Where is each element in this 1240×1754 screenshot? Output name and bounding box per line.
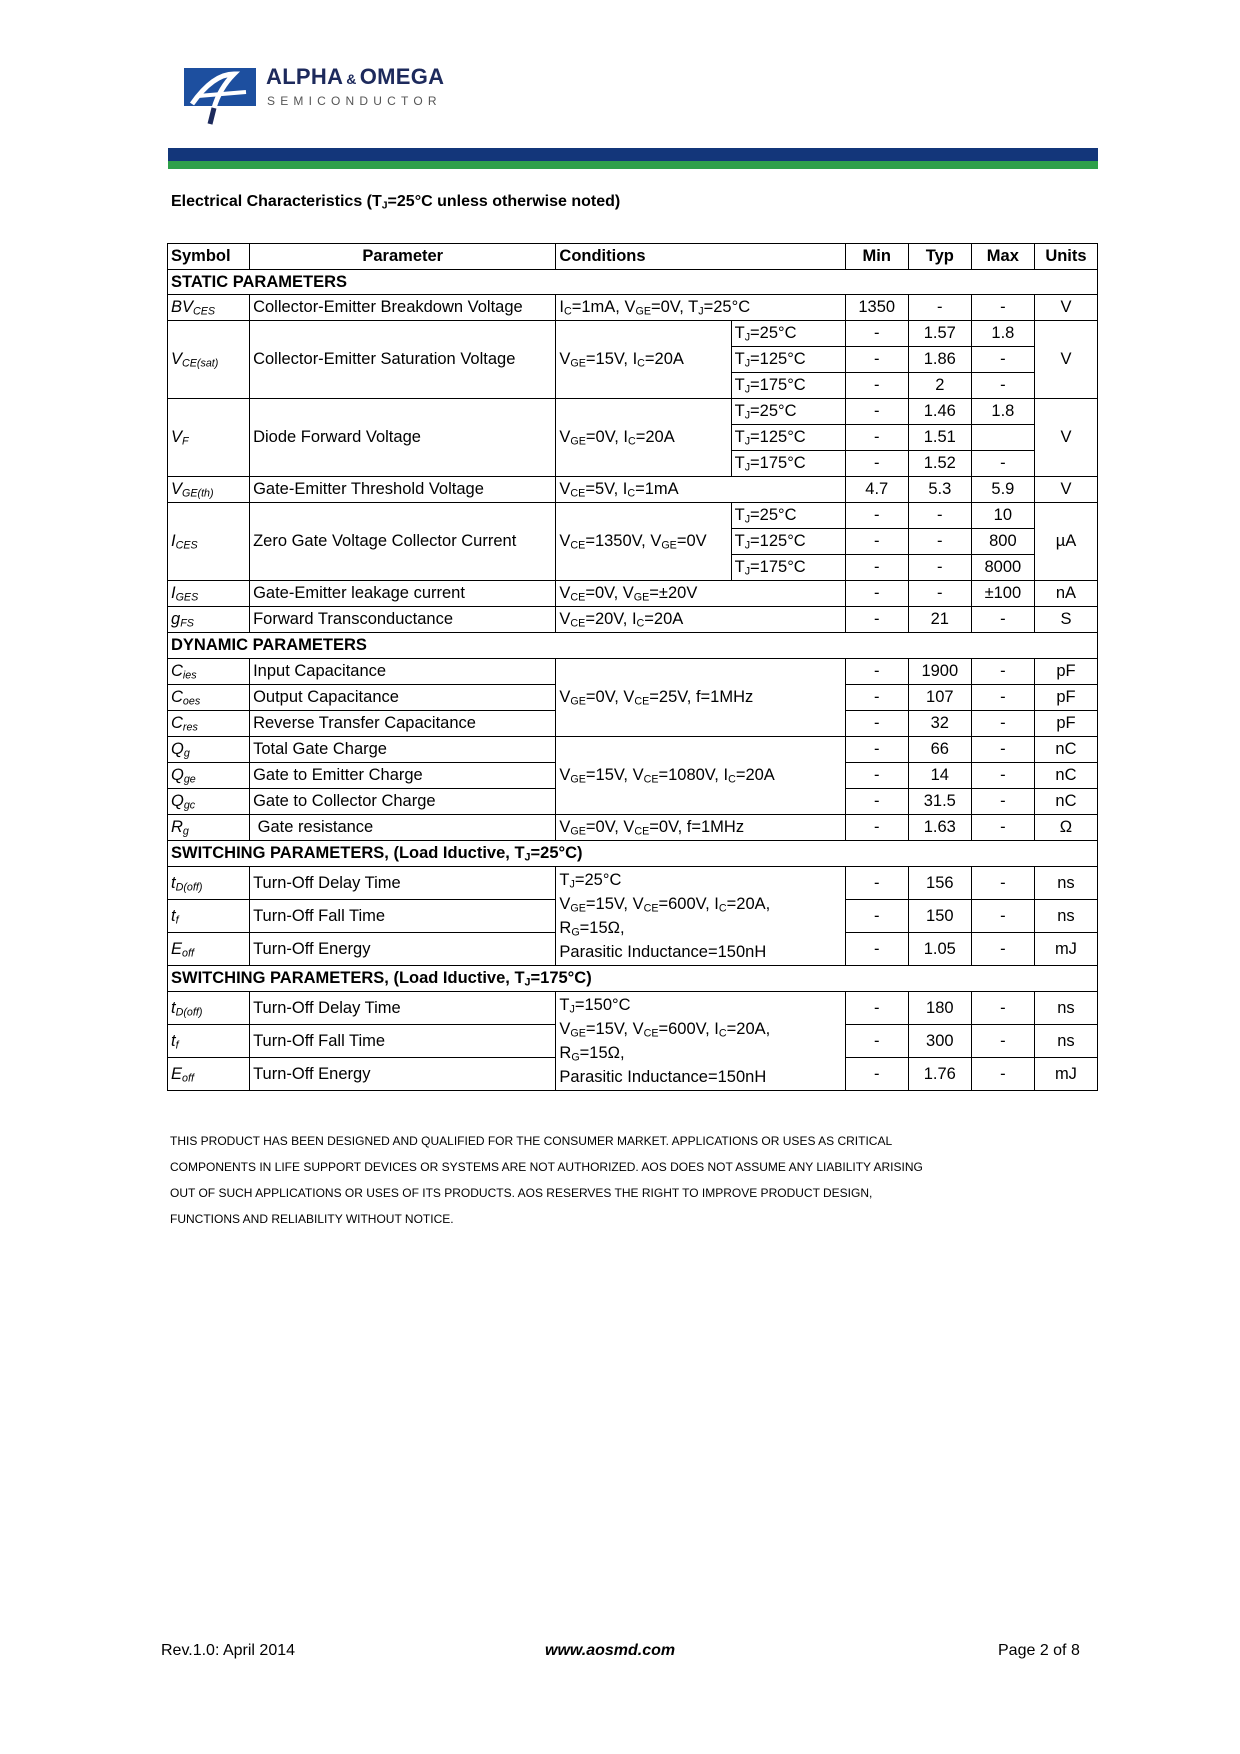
symbol-cell: $E_{off}$ (168, 1058, 250, 1091)
parameter-cell: Collector-Emitter Saturation Voltage (250, 321, 556, 399)
col-parameter: Parameter (250, 244, 556, 270)
unit-cell: S (1034, 607, 1097, 633)
table-cell: STATIC PARAMETERS (168, 270, 1098, 295)
table-cell: 150 (908, 900, 971, 933)
table-cell: - (971, 1058, 1034, 1091)
table-cell: - (845, 1058, 908, 1091)
table-cell: - (845, 399, 908, 425)
table-cell: 5.9 (971, 477, 1034, 503)
symbol-cell: $V_F$ (168, 399, 250, 477)
temp-cell: $T_J=175^\circ C$ (731, 451, 845, 477)
table-cell: - (845, 425, 908, 451)
unit-cell: pF (1034, 711, 1097, 737)
symbol-cell: $C_{res}$ (168, 711, 250, 737)
table-cell: - (971, 763, 1034, 789)
col-max: Max (971, 244, 1034, 270)
unit-cell: pF (1034, 659, 1097, 685)
header-bar-green (168, 161, 1098, 169)
section-row-switching-25 (168, 841, 1098, 867)
electrical-characteristics-table (167, 243, 1098, 1091)
unit-cell: ns (1034, 992, 1097, 1025)
company-subtitle: SEMICONDUCTOR (267, 94, 442, 108)
table-cell: 5.3 (908, 477, 971, 503)
table-cell: - (908, 581, 971, 607)
table-row (168, 399, 1098, 425)
parameter-cell: Gate to Emitter Charge (250, 763, 556, 789)
symbol-cell: $V_{GE(th)}$ (168, 477, 250, 503)
table-cell: 31.5 (908, 789, 971, 815)
symbol-cell: $R_g$ (168, 815, 250, 841)
table-cell: - (845, 685, 908, 711)
unit-cell: ns (1034, 867, 1097, 900)
temp-cell: $T_J=125^\circ C$ (731, 425, 845, 451)
unit-cell: ns (1034, 900, 1097, 933)
unit-cell: ns (1034, 1025, 1097, 1058)
unit-cell: V (1034, 321, 1097, 399)
conditions-cell: $T_J=150^\circ C$ $V_{GE}=15V$, $V_{CE}=600V$, $I_C=20A$, $R_G=15\Omega$, Parasitic Inductance=150nH (556, 992, 845, 1091)
temp-cell: $T_J=175^\circ C$ (731, 373, 845, 399)
conditions-cell: $I_C=1mA$, $V_{GE}=0V$, $T_J=25^\circ C$ (556, 295, 845, 321)
table-cell: 1.46 (908, 399, 971, 425)
table-cell: - (845, 789, 908, 815)
parameter-cell: Input Capacitance (250, 659, 556, 685)
temp-cell: $T_J=175^\circ C$ (731, 555, 845, 581)
table-cell: - (845, 933, 908, 966)
symbol-cell: $t_f$ (168, 1025, 250, 1058)
symbol-cell: $E_{off}$ (168, 933, 250, 966)
table-cell: 1.57 (908, 321, 971, 347)
table-cell: - (971, 992, 1034, 1025)
table-cell: - (971, 933, 1034, 966)
table-cell: 107 (908, 685, 971, 711)
symbol-cell: $BV_{CES}$ (168, 295, 250, 321)
legal-notice: THIS PRODUCT HAS BEEN DESIGNED AND QUALIFIED FOR THE CONSUMER MARKET. APPLICATIONS OR USES AS CRITICAL COMPONENTS IN LIFE SUPPORT DEVICES OR SYSTEMS ARE NOT AUTHORIZED. AOS DOES NOT ASSUME ANY LIABILITY ARISING OUT OF SUCH APPLICATIONS OR USES OF ITS PRODUCTS. AOS RESERVES THE RIGHT TO IMPROVE PRODUCT DESIGN, FUNCTIONS AND RELIABILITY WITHOUT NOTICE. (170, 1134, 923, 1226)
table-cell: 1.51 (908, 425, 971, 451)
section-row-static (168, 270, 1098, 295)
unit-cell: nC (1034, 789, 1097, 815)
parameter-cell: Turn-Off Energy (250, 1058, 556, 1091)
unit-cell: V (1034, 477, 1097, 503)
company-logo (184, 64, 256, 128)
temp-cell: $T_J=25^\circ C$ (731, 321, 845, 347)
table-cell: 14 (908, 763, 971, 789)
table-row (168, 321, 1098, 347)
symbol-cell: $Q_{ge}$ (168, 763, 250, 789)
min-cell: 1350 (845, 295, 908, 321)
table-cell: - (845, 867, 908, 900)
table-cell: 156 (908, 867, 971, 900)
table-cell: - (845, 659, 908, 685)
section-row-dynamic (168, 633, 1098, 659)
table-cell: - (971, 711, 1034, 737)
table-cell: - (971, 659, 1034, 685)
parameter-cell: Gate resistance (250, 815, 556, 841)
table-cell: 1.86 (908, 347, 971, 373)
unit-cell: µA (1034, 503, 1097, 581)
table-cell: - (845, 737, 908, 763)
table-cell: 1.8 (971, 321, 1034, 347)
table-cell: - (845, 503, 908, 529)
table-cell: - (971, 867, 1034, 900)
table-row (168, 737, 1098, 763)
conditions-cell: $V_{CE}=1350V$, $V_{GE}=0V$ (556, 503, 731, 581)
table-row (168, 815, 1098, 841)
parameter-cell: Turn-Off Delay Time (250, 992, 556, 1025)
table-cell: - (971, 373, 1034, 399)
table-cell: SWITCHING PARAMETERS, (Load Iductive, $T_J=25^\circ C$) (168, 841, 1098, 867)
table-row (168, 659, 1098, 685)
parameter-cell: Turn-Off Fall Time (250, 900, 556, 933)
table-cell: - (845, 555, 908, 581)
conditions-cell: $V_{CE}=0V$, $V_{GE}=\pm 20V$ (556, 581, 845, 607)
table-cell: 8000 (971, 555, 1034, 581)
symbol-cell: $V_{CE(sat)}$ (168, 321, 250, 399)
table-cell: 1.05 (908, 933, 971, 966)
section-row-switching-175 (168, 966, 1098, 992)
table-cell: 800 (971, 529, 1034, 555)
table-cell: - (845, 711, 908, 737)
conditions-cell: $V_{GE}=15V$, $I_C=20A$ (556, 321, 731, 399)
unit-cell: V (1034, 399, 1097, 477)
conditions-cell: $V_{GE}=0V$, $V_{CE}=25V$, f=1MHz (556, 659, 845, 737)
table-cell: 66 (908, 737, 971, 763)
unit-cell: mJ (1034, 933, 1097, 966)
parameter-cell: Total Gate Charge (250, 737, 556, 763)
parameter-cell: Gate-Emitter Threshold Voltage (250, 477, 556, 503)
table-header-row (168, 244, 1098, 270)
conditions-cell: $T_J=25^\circ C$ $V_{GE}=15V$, $V_{CE}=600V$, $I_C=20A$, $R_G=15\Omega$, Parasitic Inductance=150nH (556, 867, 845, 966)
table-row (168, 581, 1098, 607)
table-cell: - (971, 607, 1034, 633)
table-cell: - (908, 503, 971, 529)
symbol-cell: $t_{D(off)}$ (168, 992, 250, 1025)
parameter-cell: Forward Transconductance (250, 607, 556, 633)
parameter-cell: Output Capacitance (250, 685, 556, 711)
table-cell: 2 (908, 373, 971, 399)
parameter-cell: Diode Forward Voltage (250, 399, 556, 477)
table-cell: - (971, 685, 1034, 711)
parameter-cell: Turn-Off Fall Time (250, 1025, 556, 1058)
table-cell: - (971, 1025, 1034, 1058)
footer-website-link[interactable]: www.aosmd.com (545, 1642, 676, 1659)
table-cell: 1.63 (908, 815, 971, 841)
table-cell: 1900 (908, 659, 971, 685)
symbol-cell: $I_{GES}$ (168, 581, 250, 607)
unit-cell: V (1034, 295, 1097, 321)
table-row (168, 607, 1098, 633)
table-cell: - (971, 900, 1034, 933)
section-heading: Electrical Characteristics ($T_J=25^\circ C$ unless otherwise noted) (171, 193, 621, 212)
symbol-cell: $t_f$ (168, 900, 250, 933)
table-cell: - (908, 529, 971, 555)
table-cell: - (845, 992, 908, 1025)
table-cell: - (845, 763, 908, 789)
parameter-cell: Gate to Collector Charge (250, 789, 556, 815)
company-name: ALPHA & OMEGA (266, 64, 445, 89)
col-typ: Typ (908, 244, 971, 270)
table-row (168, 477, 1098, 503)
conditions-cell: $V_{CE}=5V$, $I_C=1mA$ (556, 477, 845, 503)
conditions-cell: $V_{GE}=0V$, $I_C=20A$ (556, 399, 731, 477)
table-cell: - (971, 347, 1034, 373)
table-cell: 4.7 (845, 477, 908, 503)
table-cell: 300 (908, 1025, 971, 1058)
table-row (168, 867, 1098, 900)
table-cell: - (845, 1025, 908, 1058)
symbol-cell: $Q_g$ (168, 737, 250, 763)
symbol-cell: $C_{oes}$ (168, 685, 250, 711)
temp-cell: $T_J=125^\circ C$ (731, 347, 845, 373)
table-cell: - (845, 900, 908, 933)
col-symbol: Symbol (168, 244, 250, 270)
unit-cell: Ω (1034, 815, 1097, 841)
table-cell: 180 (908, 992, 971, 1025)
table-cell: - (845, 581, 908, 607)
table-cell: - (845, 321, 908, 347)
parameter-cell: Zero Gate Voltage Collector Current (250, 503, 556, 581)
table-cell: ±100 (971, 581, 1034, 607)
symbol-cell: $C_{ies}$ (168, 659, 250, 685)
footer-page-number: Page 2 of 8 (998, 1642, 1080, 1659)
table-cell: 32 (908, 711, 971, 737)
table-cell: - (845, 347, 908, 373)
table-cell: - (845, 607, 908, 633)
table-cell: 1.8 (971, 399, 1034, 425)
unit-cell: nC (1034, 737, 1097, 763)
parameter-cell: Reverse Transfer Capacitance (250, 711, 556, 737)
unit-cell: pF (1034, 685, 1097, 711)
footer-revision: Rev.1.0: April 2014 (161, 1642, 296, 1659)
parameter-cell: Turn-Off Energy (250, 933, 556, 966)
table-row (168, 295, 1098, 321)
unit-cell: nA (1034, 581, 1097, 607)
table-cell: 21 (908, 607, 971, 633)
table-row (168, 503, 1098, 529)
conditions-cell: $V_{CE}=20V$, $I_C=20A$ (556, 607, 845, 633)
parameter-cell: Gate-Emitter leakage current (250, 581, 556, 607)
symbol-cell: $Q_{gc}$ (168, 789, 250, 815)
table-cell: - (845, 815, 908, 841)
table-row (168, 992, 1098, 1025)
temp-cell: $T_J=25^\circ C$ (731, 399, 845, 425)
table-cell: - (908, 555, 971, 581)
symbol-cell: $I_{CES}$ (168, 503, 250, 581)
table-cell: - (971, 451, 1034, 477)
temp-cell: $T_J=125^\circ C$ (731, 529, 845, 555)
symbol-cell: $t_{D(off)}$ (168, 867, 250, 900)
col-conditions: Conditions (556, 244, 845, 270)
table-cell: - (845, 373, 908, 399)
conditions-cell: $V_{GE}=0V$, $V_{CE}=0V$, f=1MHz (556, 815, 845, 841)
table-cell: DYNAMIC PARAMETERS (168, 633, 1098, 659)
table-cell: - (971, 815, 1034, 841)
table-cell: SWITCHING PARAMETERS, (Load Iductive, $T_J=175^\circ C$) (168, 966, 1098, 992)
table-cell (971, 425, 1034, 451)
table-cell: 1.52 (908, 451, 971, 477)
typ-cell: - (908, 295, 971, 321)
col-units: Units (1034, 244, 1097, 270)
table-cell: 10 (971, 503, 1034, 529)
table-cell: - (845, 529, 908, 555)
conditions-cell: $V_{GE}=15V$, $V_{CE}=1080V$, $I_C=20A$ (556, 737, 845, 815)
header-bar-blue (168, 148, 1098, 161)
table-cell: - (845, 451, 908, 477)
parameter-cell: Collector-Emitter Breakdown Voltage (250, 295, 556, 321)
parameter-cell: Turn-Off Delay Time (250, 867, 556, 900)
max-cell: - (971, 295, 1034, 321)
table-cell: - (971, 789, 1034, 815)
unit-cell: nC (1034, 763, 1097, 789)
unit-cell: mJ (1034, 1058, 1097, 1091)
col-min: Min (845, 244, 908, 270)
table-cell: - (971, 737, 1034, 763)
table-cell: 1.76 (908, 1058, 971, 1091)
temp-cell: $T_J=25^\circ C$ (731, 503, 845, 529)
symbol-cell: $g_{FS}$ (168, 607, 250, 633)
